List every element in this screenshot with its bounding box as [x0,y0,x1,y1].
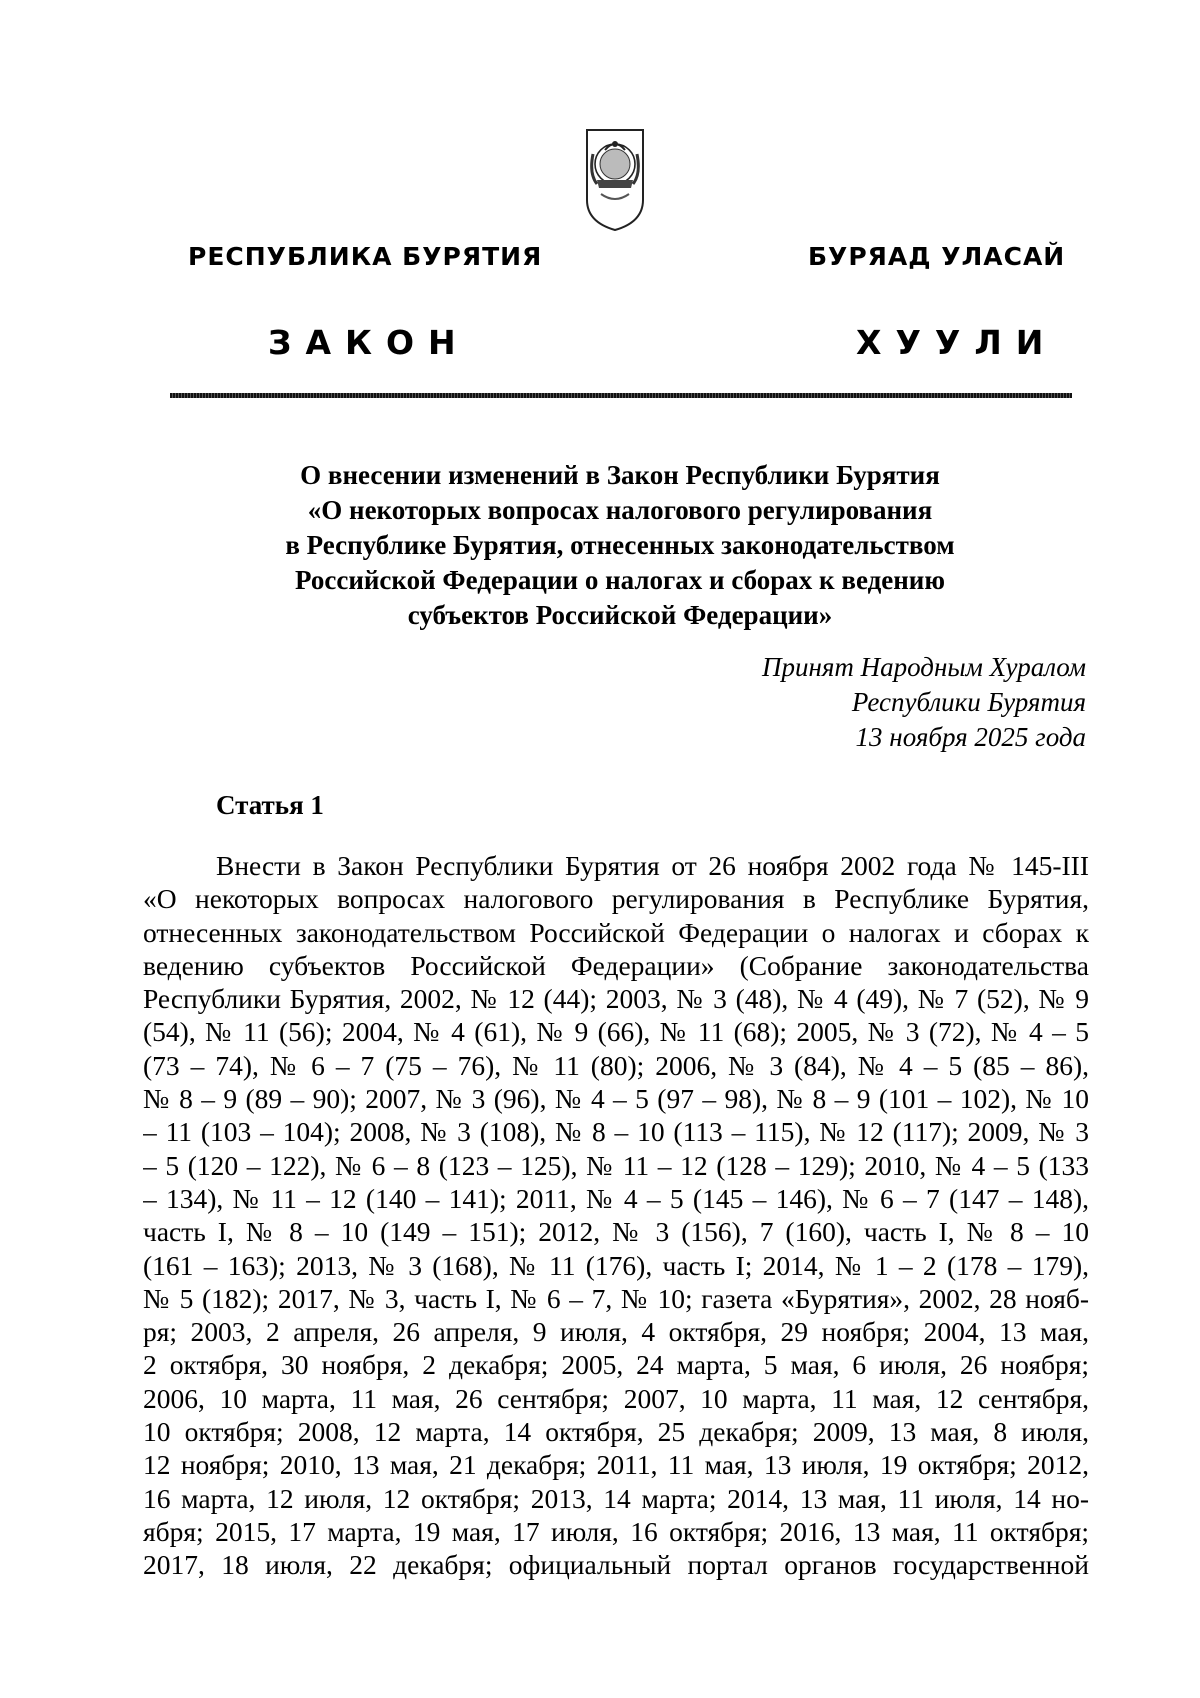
body-line: 16 марта, 12 июля, 12 октября; 2013, 14 марта; 2014, 13 мая, 11 июля, 14 но- [143,1482,1089,1514]
title-line: Российской Федерации о налогах и сборах к ведению [295,565,945,595]
body-line: № 8 – 9 (89 – 90); 2007, № 3 (96), № 4 – 5 (97 – 98), № 8 – 9 (101 – 102), № 10 [143,1083,1089,1115]
law-label-buryat: ХУУЛИ [856,323,1058,362]
body-line: отнесенных законодательством Российской Федерации о налогах и сборах к [143,916,1089,948]
title-line: в Республике Бурятия, отнесенных законодательством [285,530,955,560]
adoption-line: Республики Бурятия [851,687,1086,717]
title-line: субъектов Российской Федерации» [407,600,833,630]
body-line: Республики Бурятия, 2002, № 12 (44); 2003, № 3 (48), № 4 (49), № 7 (52), № 9 [143,983,1089,1015]
body-line: «О некоторых вопросах налогового регулирования в Республике Бурятия, [143,883,1089,915]
document-title [180,458,1060,633]
body-line: – 11 (103 – 104); 2008, № 3 (108), № 8 – 10 (113 – 115), № 12 (117); 2009, № 3 [143,1116,1089,1148]
law-label-russian: ЗАКОН [268,323,470,362]
body-line: ведению субъектов Российской Федерации» (Собрание законодательства [143,949,1089,981]
body-line: – 134), № 11 – 12 (140 – 141); 2011, № 4 – 5 (145 – 146), № 6 – 7 (147 – 148), [143,1182,1089,1214]
article-heading: Статья 1 [216,790,324,820]
article-body [143,849,1089,1582]
republic-name-buryat: БУРЯАД УЛАСАЙ [808,242,1066,271]
body-line: (161 – 163); 2013, № 3 (168), № 11 (176), часть I; 2014, № 1 – 2 (178 – 179), [143,1249,1089,1281]
coat-of-arms-emblem-icon [583,124,647,232]
adoption-note [762,650,1086,755]
body-line: 10 октября; 2008, 12 марта, 14 октября, 25 декабря; 2009, 13 мая, 8 июля, [143,1416,1089,1448]
body-line: часть I, № 8 – 10 (149 – 151); 2012, № 3 (156), 7 (160), часть I, № 8 – 10 [143,1216,1089,1248]
header-divider [170,393,1072,398]
body-line: (54), № 11 (56); 2004, № 4 (61), № 9 (66), № 11 (68); 2005, № 3 (72), № 4 – 5 [143,1016,1089,1048]
body-line: № 5 (182); 2017, № 3, часть I, № 6 – 7, № 10; газета «Бурятия», 2002, 28 нояб- [143,1282,1089,1314]
body-line: 2017, 18 июля, 22 декабря; официальный портал органов государственной [143,1549,1089,1581]
adoption-line: 13 ноября 2025 года [855,722,1086,752]
title-line: О внесении изменений в Закон Республики Бурятия [300,460,940,490]
adoption-line: Принят Народным Хуралом [761,652,1086,682]
body-line: – 5 (120 – 122), № 6 – 8 (123 – 125), № 11 – 12 (128 – 129); 2010, № 4 – 5 (133 [143,1149,1089,1181]
body-line: 12 ноября; 2010, 13 мая, 21 декабря; 2011, 11 мая, 13 июля, 19 октября; 2012, [143,1449,1089,1481]
body-line: ря; 2003, 2 апреля, 26 апреля, 9 июля, 4 октября, 29 ноября; 2004, 13 мая, [143,1316,1089,1348]
body-line: 2006, 10 марта, 11 мая, 26 сентября; 2007, 10 марта, 11 мая, 12 сентября, [143,1382,1089,1414]
body-line: (73 – 74), № 6 – 7 (75 – 76), № 11 (80); 2006, № 3 (84), № 4 – 5 (85 – 86), [143,1049,1089,1081]
title-line: «О некоторых вопросах налогового регулирования [307,495,933,525]
body-line: 2 октября, 30 ноября, 2 декабря; 2005, 24 марта, 5 мая, 6 июля, 26 ноября; [143,1349,1089,1381]
body-line: ября; 2015, 17 марта, 19 мая, 17 июля, 16 октября; 2016, 13 мая, 11 октября; [143,1515,1089,1547]
body-line: Внести в Закон Республики Бурятия от 26 ноября 2002 года № 145-III [216,850,1089,881]
republic-name-russian: РЕСПУБЛИКА БУРЯТИЯ [188,242,543,271]
